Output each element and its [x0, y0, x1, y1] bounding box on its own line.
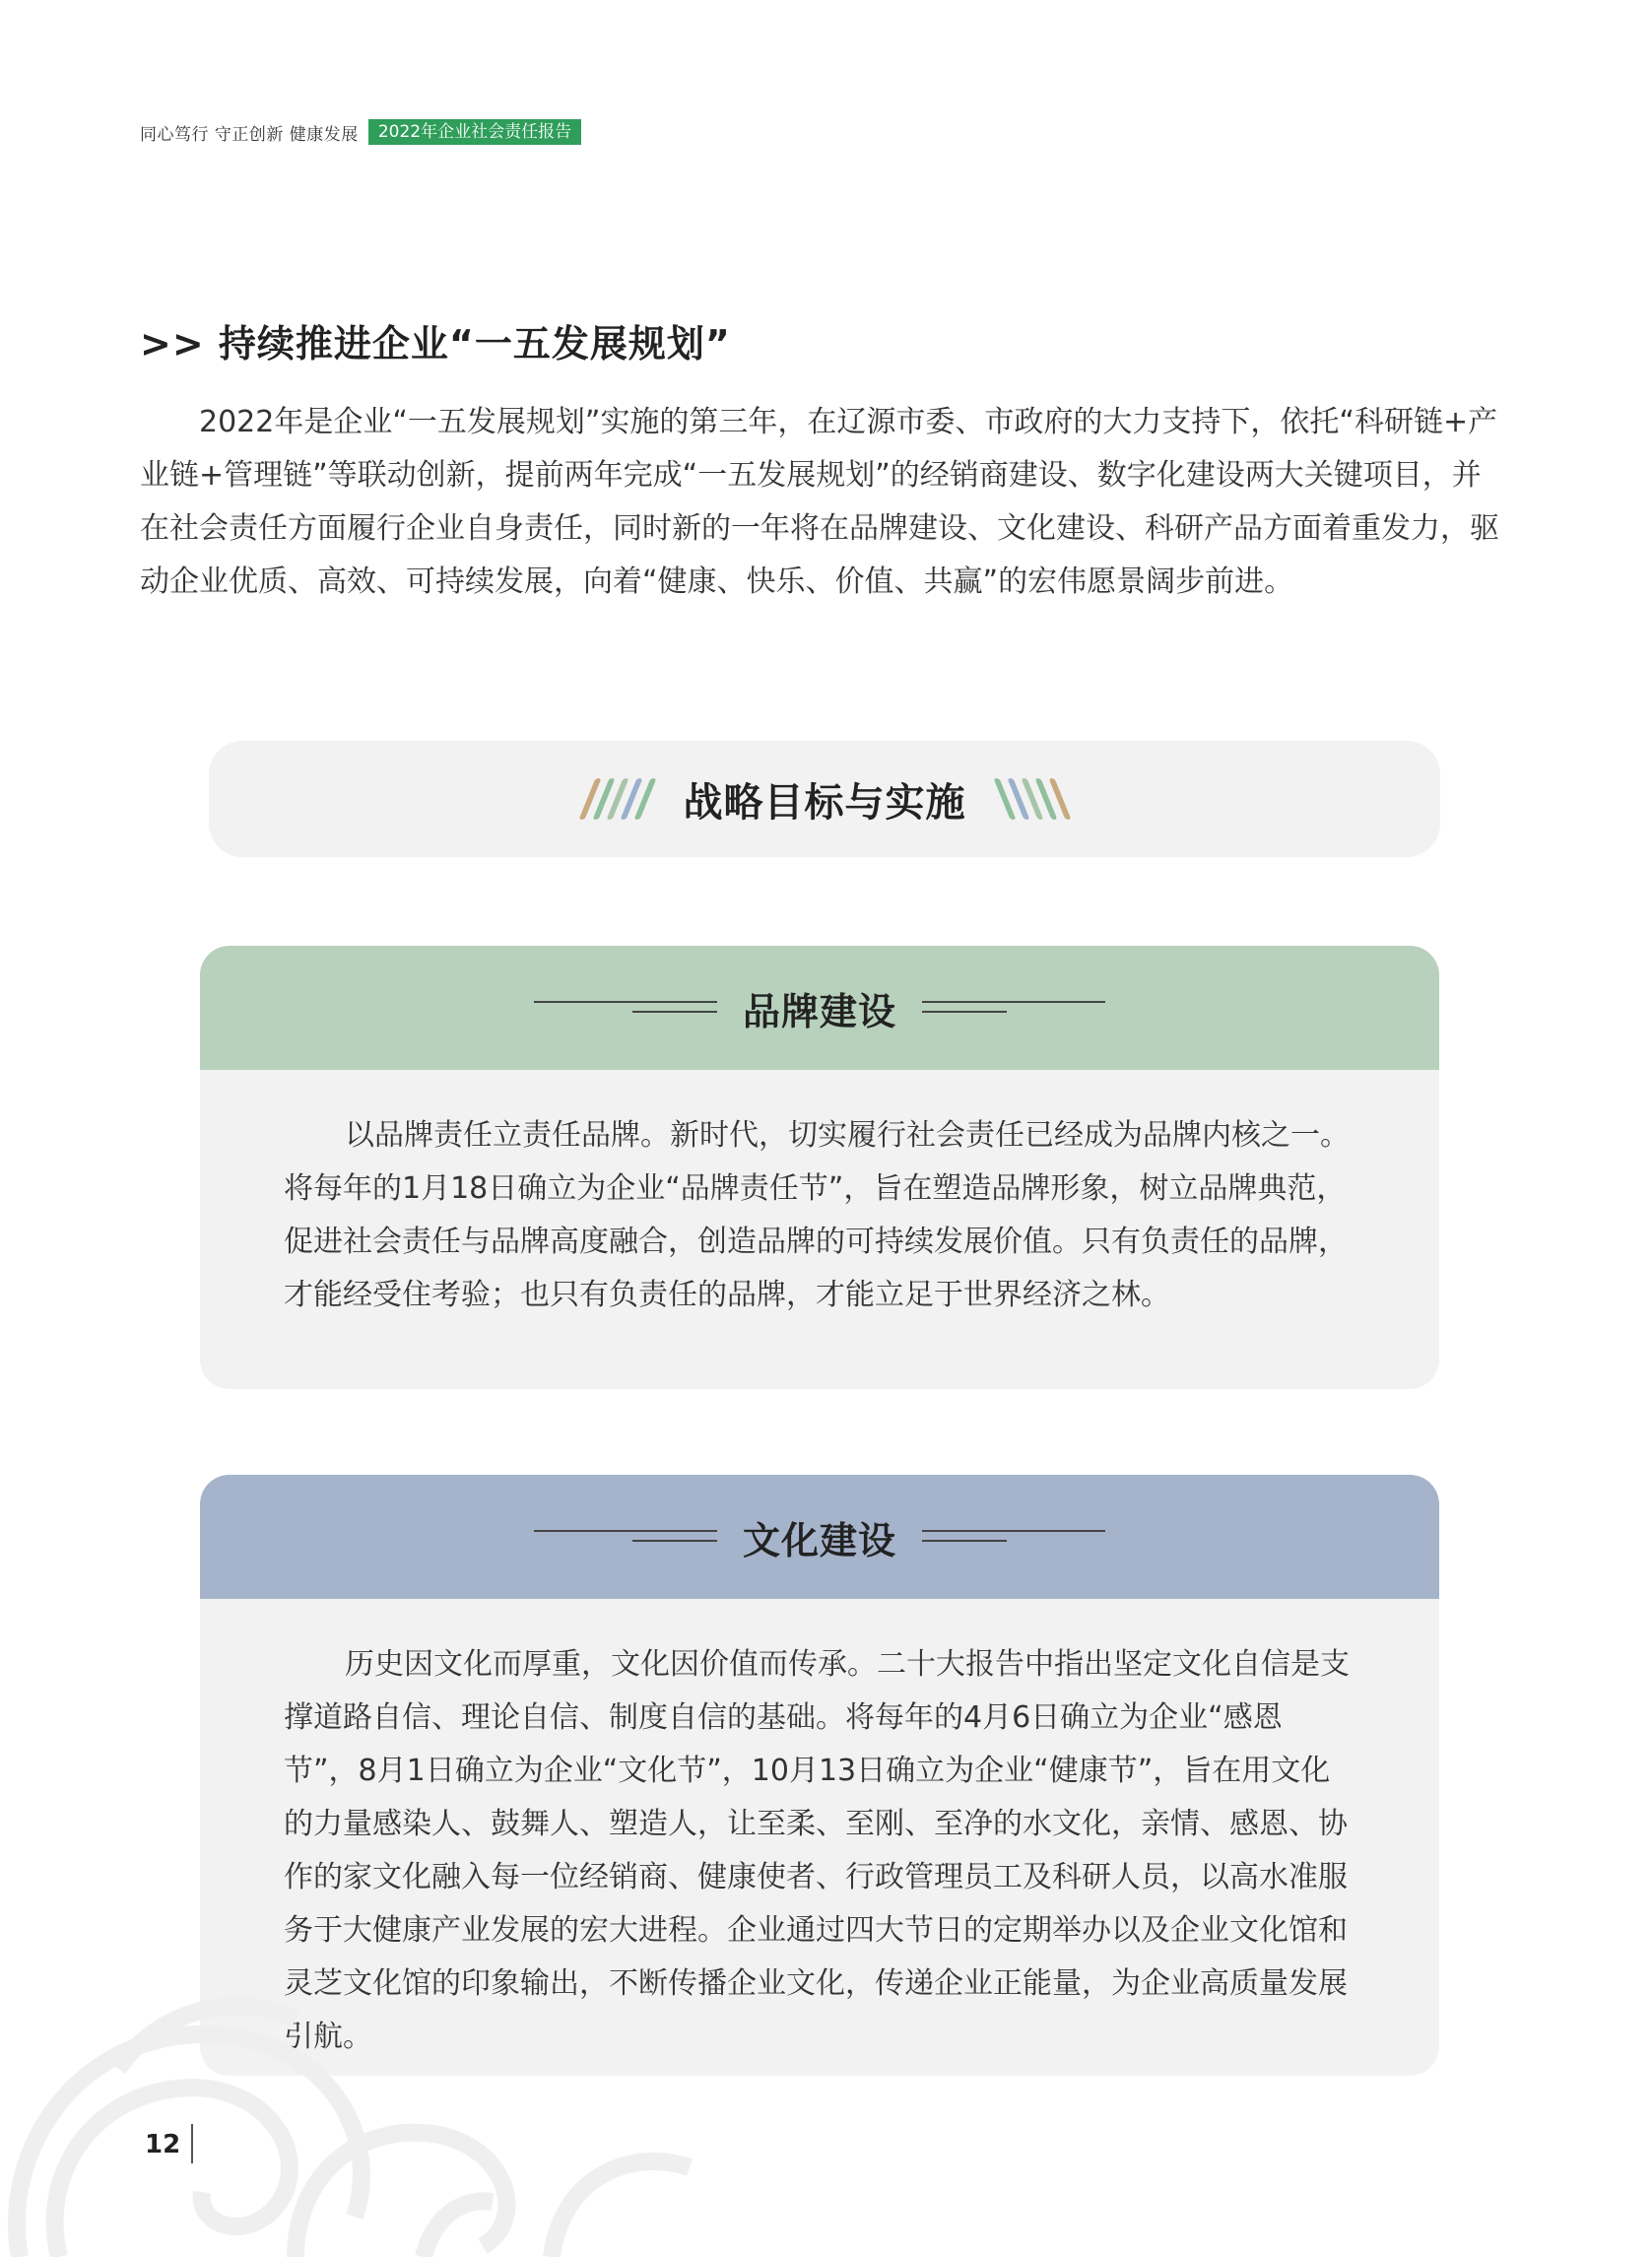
brand-card	[200, 946, 1439, 1389]
header-slogan: 同心笃行 守正创新 健康发展	[140, 124, 359, 145]
page-number-divider	[191, 2124, 193, 2163]
cloud-swirl-decoration	[0, 1931, 709, 2257]
page-number: 12	[145, 2130, 181, 2159]
intro-paragraph: 2022年是企业“一五发展规划”实施的第三年，在辽源市委、市政府的大力支持下，依托“科研链+产业链+管理链”等联动创新，提前两年完成“一五发展规划”的经销商建设、数字化建设两大关键项目，并在社会责任方面履行企业自身责任，同时新的一年将在品牌建设、文化建设、科研产品方面着重发力，驱动企业优质、高效、可持续发展，向着“健康、快乐、价值、共赢”的宏伟愿景阔步前进。	[140, 405, 1499, 599]
brand-card-title: 品牌建设	[742, 989, 896, 1033]
brand-card-body: 以品牌责任立责任品牌。新时代，切实履行社会责任已经成为品牌内核之一。将每年的1月18日确立为企业“品牌责任节”，旨在塑造品牌形象，树立品牌典范，促进社会责任与品牌高度融合，创造品牌的可持续发展价值。只有负责任的品牌，才能经受住考验；也只有负责任的品牌，才能立足于世界经济之林。	[284, 1118, 1350, 1312]
line-decoration-right	[922, 998, 1105, 1018]
report-badge: 2022年企业社会责任报告	[368, 119, 581, 145]
running-header	[140, 118, 581, 146]
brand-card-header	[200, 946, 1439, 1070]
culture-card-header	[200, 1475, 1439, 1599]
culture-card-body: 历史因文化而厚重，文化因价值而传承。二十大报告中指出坚定文化自信是支撑道路自信、理论自信、制度自信的基础。将每年的4月6日确立为企业“感恩节”，8月1日确立为企业“文化节”，10月13日确立为企业“健康节”，旨在用文化的力量感染人、鼓舞人、塑造人，让至柔、至刚、至净的水文化，亲情、感恩、协作的家文化融入每一位经销商、健康使者、行政管理员工及科研人员，以高水准服务于大健康产业发展的宏大进程。企业通过四大节日的定期举办以及企业文化馆和灵芝文化馆的印象输出，不断传播企业文化，传递企业正能量，为企业高质量发展引航。	[284, 1647, 1350, 2054]
strategy-banner	[209, 741, 1440, 857]
section-title: >> 持续推进企业“一五发展规划”	[140, 322, 731, 365]
line-decoration-left	[534, 1527, 717, 1547]
culture-card-title: 文化建设	[742, 1518, 896, 1562]
strategy-title: 战略目标与实施	[683, 779, 966, 826]
line-decoration-left	[534, 998, 717, 1018]
line-decoration-right	[922, 1527, 1105, 1547]
right-slash-decoration	[1002, 778, 1063, 820]
left-slash-decoration	[587, 778, 648, 820]
